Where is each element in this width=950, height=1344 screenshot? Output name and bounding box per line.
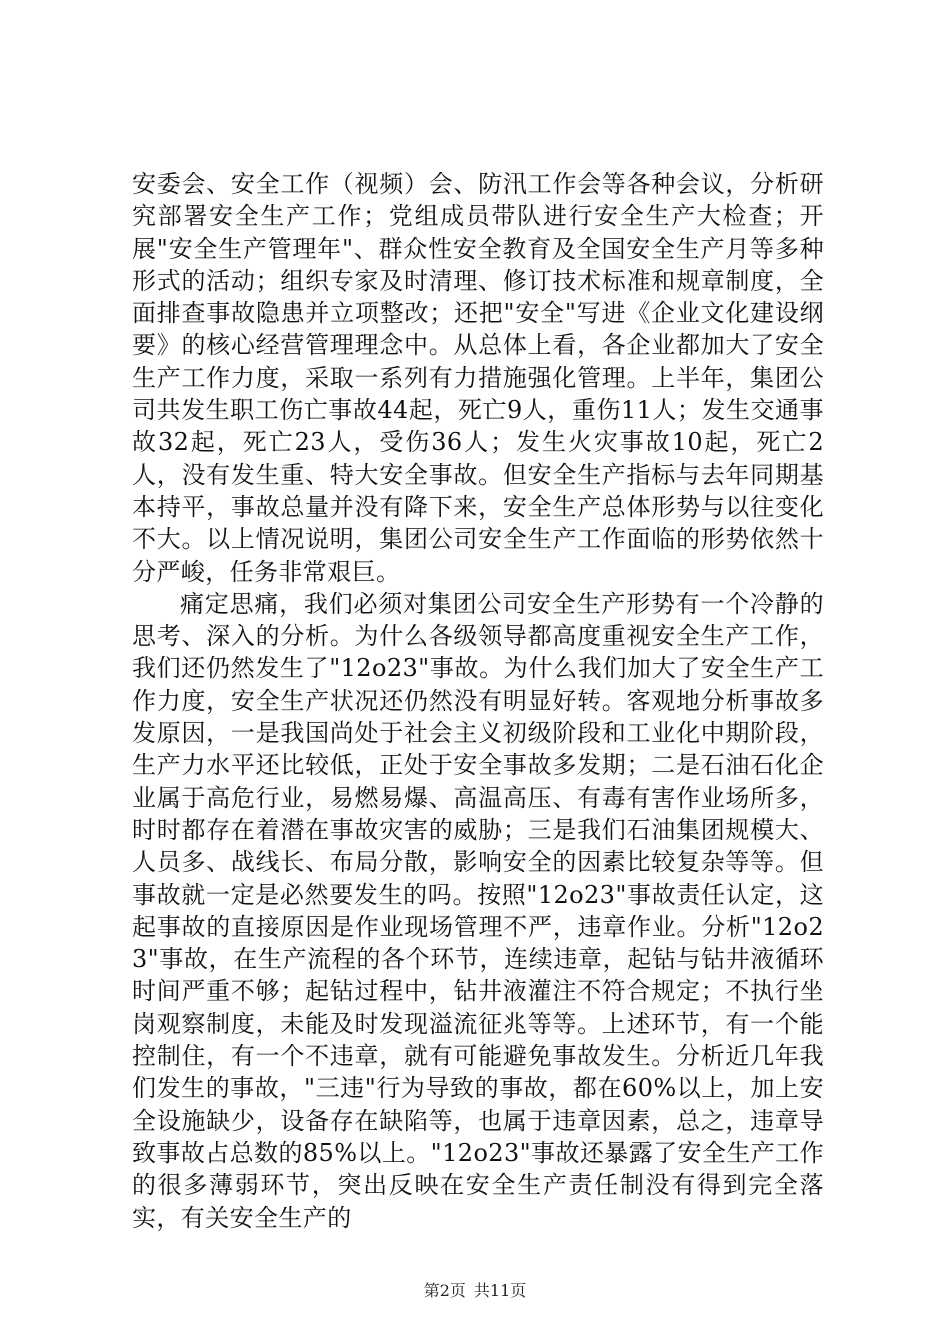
page-number: 第2页 <box>423 1281 466 1300</box>
page-total: 共11页 <box>473 1281 527 1300</box>
body-paragraph: 安委会、安全工作（视频）会、防汛工作会等各种会议，分析研究部署安全生产工作；党组成员带队进行安全生产大检查；开展"安全生产管理年"、群众性安全教育及全国安全生产月等多种形式的活动；组织专家及时清理、修订技术标准和规章制度，全面排查事故隐患并立项整改；还把"安全"写进《企业文化建设纲要》的核心经营管理理念中。从总体上看，各企业都加大了安全生产工作力度，采取一系列有力措施强化管理。上半年，集团公司共发生职工伤亡事故44起，死亡9人，重伤11人；发生交通事故32起，死亡23人，受伤36人；发生火灾事故10起，死亡2人，没有发生重、特大安全事故。但安全生产指标与去年同期基本持平，事故总量并没有降下来，安全生产总体形势与以往变化不大。以上情况说明，集团公司安全生产工作面临的形势依然十分严峻，任务非常艰巨。 <box>132 170 824 586</box>
page-footer <box>0 1281 950 1301</box>
body-paragraph: 痛定思痛，我们必须对集团公司安全生产形势有一个冷静的思考、深入的分析。为什么各级领导都高度重视安全生产工作，我们还仍然发生了"12o23"事故。为什么我们加大了安全生产工作力度，安全生产状况还仍然没有明显好转。客观地分析事故多发原因，一是我国尚处于社会主义初级阶段和工业化中期阶段，生产力水平还比较低，正处于安全事故多发期；二是石油石化企业属于高危行业，易燃易爆、高温高压、有毒有害作业场所多，时时都存在着潜在事故灾害的威胁；三是我们石油集团规模大、人员多、战线长、布局分散，影响安全的因素比较复杂等等。但事故就一定是必然要发生的吗。按照"12o23"事故责任认定，这起事故的直接原因是作业现场管理不严，违章作业。分析"12o23"事故，在生产流程的各个环节，连续违章，起钻与钻井液循环时间严重不够；起钻过程中，钻井液灌注不符合规定；不执行坐岗观察制度，未能及时发现溢流征兆等等。上述环节，有一个能控制住，有一个不违章，就有可能避免事故发生。分析近几年我们发生的事故，"三违"行为导致的事故，都在60%以上，加上安全设施缺少，设备存在缺陷等，也属于违章因素，总之，违章导致事故占总数的85%以上。"12o23"事故还暴露了安全生产工作的很多薄弱环节，突出反映在安全生产责任制没有得到完全落实，有关安全生产的 <box>132 589 824 1232</box>
document-body <box>132 168 824 1234</box>
